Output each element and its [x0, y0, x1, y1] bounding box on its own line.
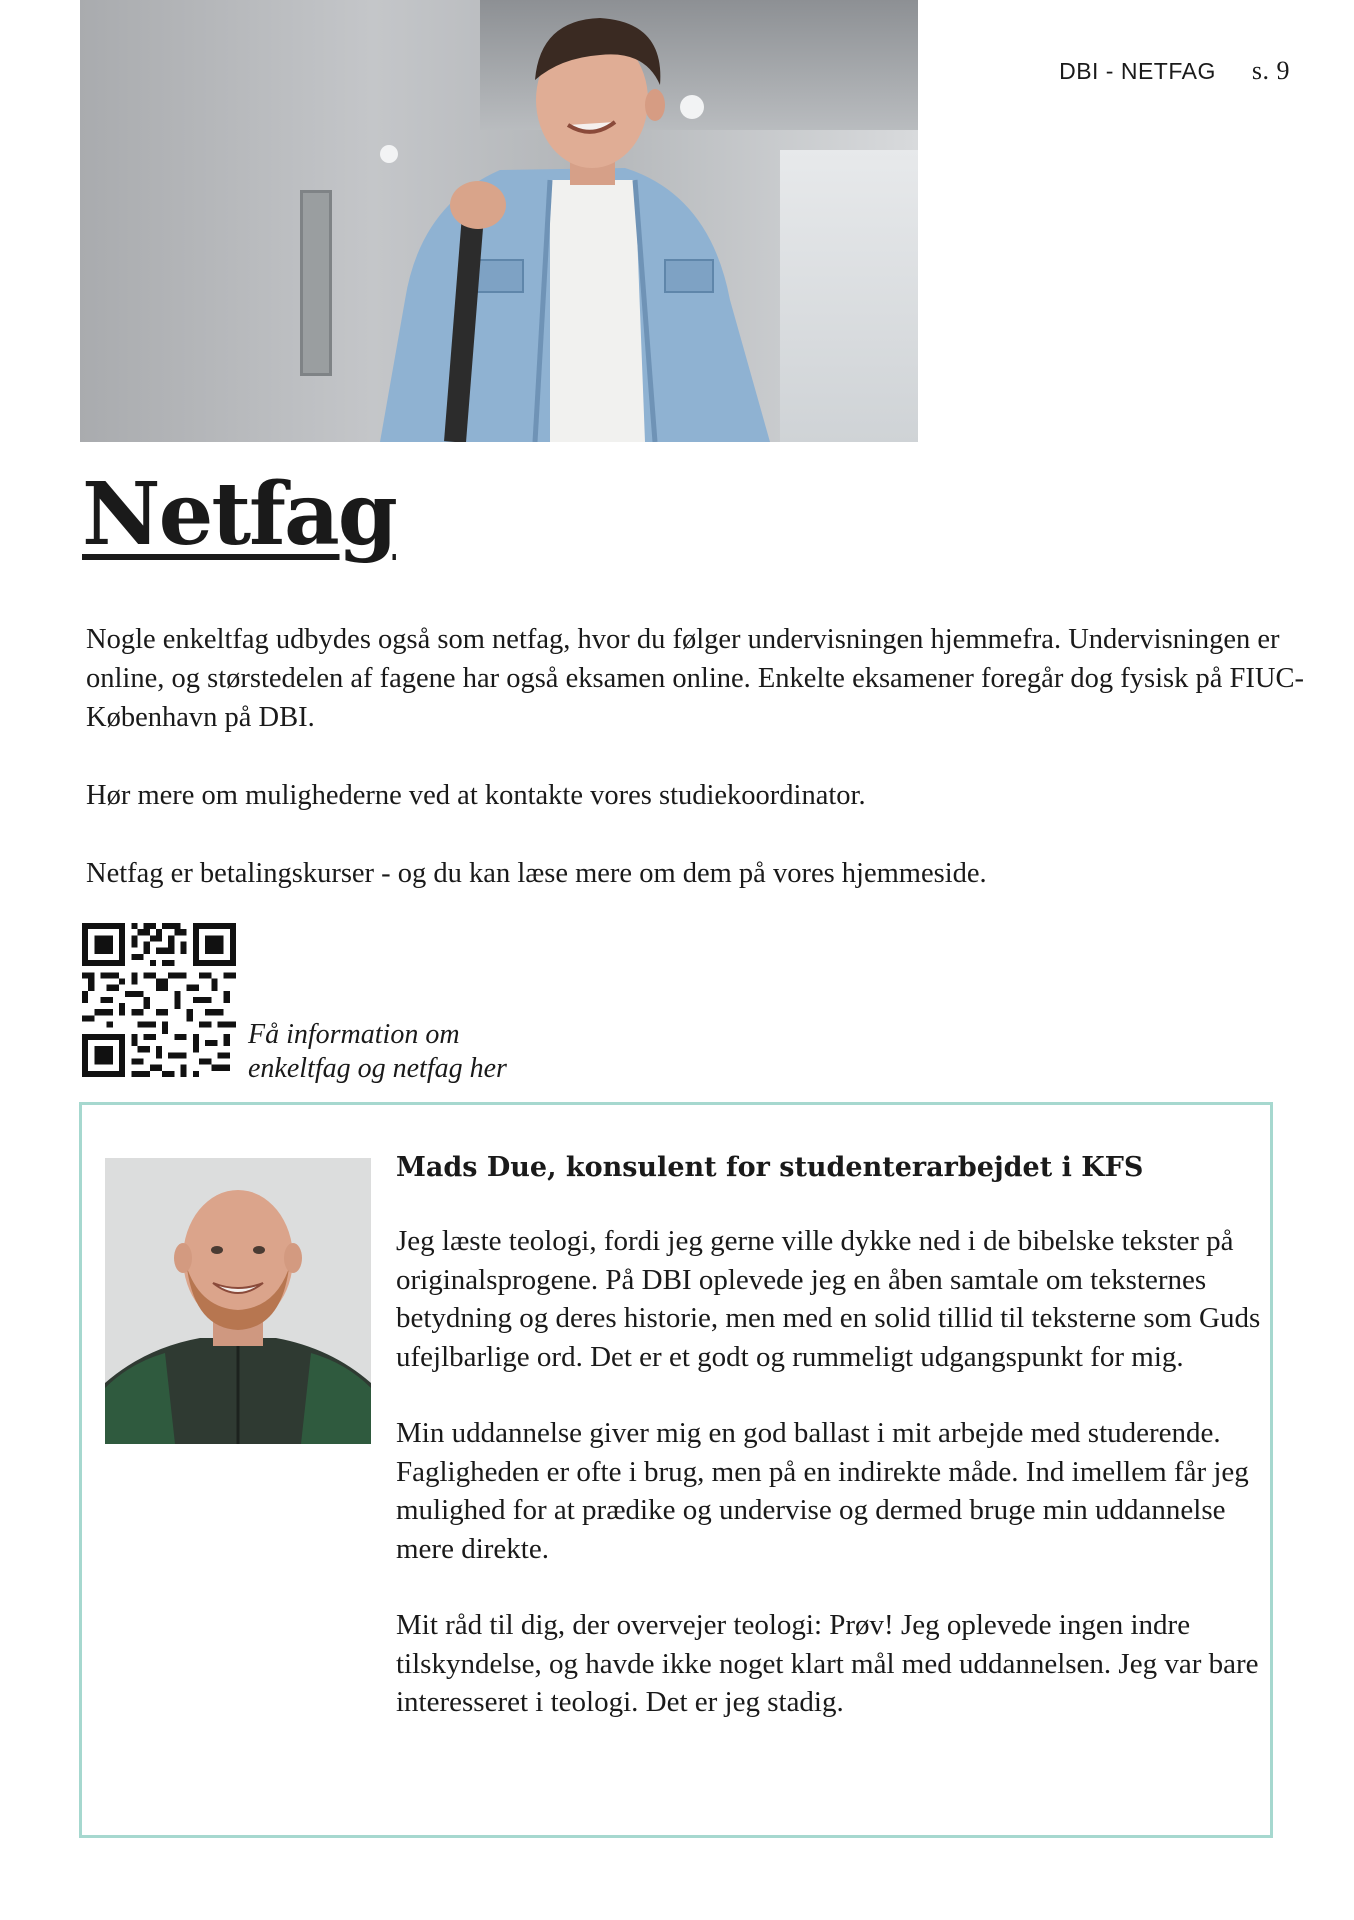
intro-text: [86, 620, 1306, 932]
portrait-figure: [105, 1158, 371, 1444]
qr-caption-line: enkeltfag og netfag her: [248, 1053, 507, 1084]
qr-caption-line: Få information om: [248, 1019, 460, 1050]
intro-paragraph: Hør mere om mulighederne ved at kontakte vores studiekoordinator.: [86, 780, 866, 811]
page-number: s. 9: [1251, 56, 1290, 85]
section-label: DBI - NETFAG: [1059, 58, 1216, 84]
student-figure: [80, 0, 918, 442]
qr-caption: [248, 1018, 507, 1086]
portrait-photo: [105, 1158, 371, 1444]
testimonial-paragraph: Jeg læste teologi, fordi jeg gerne ville dykke ned i de bibelske tekster på originalsprogene. På DBI oplevede jeg en åben samtale om teksternes betydning og deres historie, men med en solid tillid til teksterne som Guds ufejlbarlige ord. Det er et godt og rummeligt udgangspunkt for mig.: [396, 1225, 1261, 1373]
testimonial-text: [396, 1148, 1266, 1760]
testimonial-heading: Mads Due, konsulent for studenterarbejdet i KFS: [396, 1152, 1144, 1183]
page-title: Netfag: [82, 464, 396, 565]
testimonial-paragraph: Min uddannelse giver mig en god ballast i mit arbejde med studerende. Fagligheden er ofte i brug, men på en indirekte måde. Ind imellem får jeg mulighed for at prædike og undervise og dermed bruge min uddannelse mere direkte.: [396, 1417, 1249, 1565]
hero-photo: [80, 0, 918, 442]
page-header: [1059, 56, 1290, 86]
testimonial-paragraph: Mit råd til dig, der overvejer teologi: Prøv! Jeg oplevede ingen indre tilskyndelse, og havde ikke noget klart mål med uddannelsen. Jeg var bare interesseret i teologi. Det er jeg stadig.: [396, 1609, 1259, 1718]
intro-paragraph: Netfag er betalingskurser - og du kan læse mere om dem på vores hjemmeside.: [86, 858, 987, 889]
intro-paragraph: Nogle enkeltfag udbydes også som netfag, hvor du følger undervisningen hjemmefra. Undervisningen er online, og størstedelen af fagene har også eksamen online. Enkelte eksamener foregår dog fysisk på FIUC-København på DBI.: [86, 624, 1304, 733]
qr-code[interactable]: [82, 923, 236, 1077]
